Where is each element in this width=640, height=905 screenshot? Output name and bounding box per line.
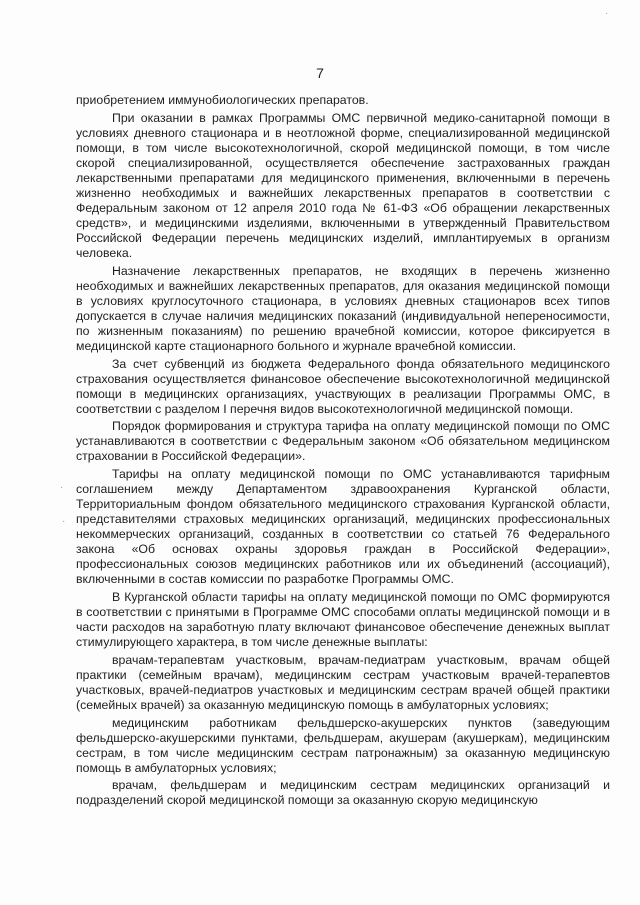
paragraph: За счет субвенций из бюджета Федерального фонда обязательного медицинского страхования осуществляется финансовое обеспечение высокотехнологичной медицинской помощи в медицинских организациях, участвующих в реализации Программы ОМС, в соответствии с разделом I перечня видов высокотехнологичной медицинской помощи. [76,356,610,416]
page-number: 7 [316,65,324,81]
document-body [76,93,610,811]
paragraph: В Курганской области тарифы на оплату медицинской помощи по ОМС формируются в соответствии с принятыми в Программе ОМС способами оплаты медицинской помощи и в части расходов на заработную плату включают финансовое обеспечение денежных выплат стимулирующего характера, в том числе денежные выплаты: [76,590,610,650]
list-item: врачам, фельдшерам и медицинским сестрам медицинских организаций и подразделений скорой медицинской помощи за оказанную скорую медицинскую [76,778,610,808]
paragraph: Порядок формирования и структура тарифа на оплату медицинской помощи по ОМС устанавливаются в соответствии с Федеральным законом «Об обязательном медицинском страховании в Российской Федерации». [76,419,610,464]
paragraph: При оказании в рамках Программы ОМС первичной медико-санитарной помощи в условиях дневного стационара и в неотложной форме, специализированной медицинской помощи, в том числе высокотехнологичной, скорой медицинской помощи, в том числе скорой специализированной, осуществляется обеспечение застрахованных граждан лекарственными препаратами для медицинского применения, включенными в перечень жизненно необходимых и важнейших лекарственных препаратов в соответствии с Федеральным законом от 12 апреля 2010 года № 61-ФЗ «Об обращении лекарственных средств», и медицинскими изделиями, включенными в утвержденный Правительством Российской Федерации перечень медицинских изделий, имплантируемых в организм человека. [76,110,610,261]
scan-artifact-mark: · [62,516,66,527]
paragraph: Тарифы на оплату медицинской помощи по ОМС устанавливаются тарифным соглашением между Департаментом здравоохранения Курганской области, Территориальным фондом обязательного медицинского страхования Курганской области, представителями страховых медицинских организаций, медицинских профессиональных некоммерческих организаций, созданных в соответствии со статьей 76 Федерального закона «Об основах охраны здоровья граждан в Российской Федерации», профессиональных союзов медицинских работников или их объединений (ассоциаций), включенными в состав комиссии по разработке Программы ОМС. [76,467,610,587]
list-item: врачам-терапевтам участковым, врачам-педиатрам участковым, врачам общей практики (семейным врачам), медицинским сестрам участковым врачей-терапевтов участковых, врачей-педиатров участковых и медицинским сестрам врачей общей практики (семейных врачей) за оказанную медицинскую помощь в амбулаторных условиях; [76,652,610,712]
list-item: медицинским работникам фельдшерско-акушерских пунктов (заведующим фельдшерско-акушерскими пунктами, фельдшерам, акушерам (акушеркам), медицинским сестрам, в том числе медицинским сестрам патронажным) за оказанную медицинскую помощь в амбулаторных условиях; [76,715,610,775]
paragraph: Назначение лекарственных препаратов, не входящих в перечень жизненно необходимых и важнейших лекарственных препаратов, для оказания медицинской помощи в условиях круглосуточного стационара, в условиях дневных стационаров всех типов допускается в случае наличия медицинских показаний (индивидуальной непереносимости, по жизненным показаниям) по решению врачебной комиссии, которое фиксируется в медицинской карте стационарного больного и журнале врачебной комиссии. [76,263,610,353]
scan-artifact-mark: · [60,482,64,493]
paragraph: приобретением иммунобиологических препаратов. [76,93,369,107]
scan-artifact-mark: · [605,8,609,19]
